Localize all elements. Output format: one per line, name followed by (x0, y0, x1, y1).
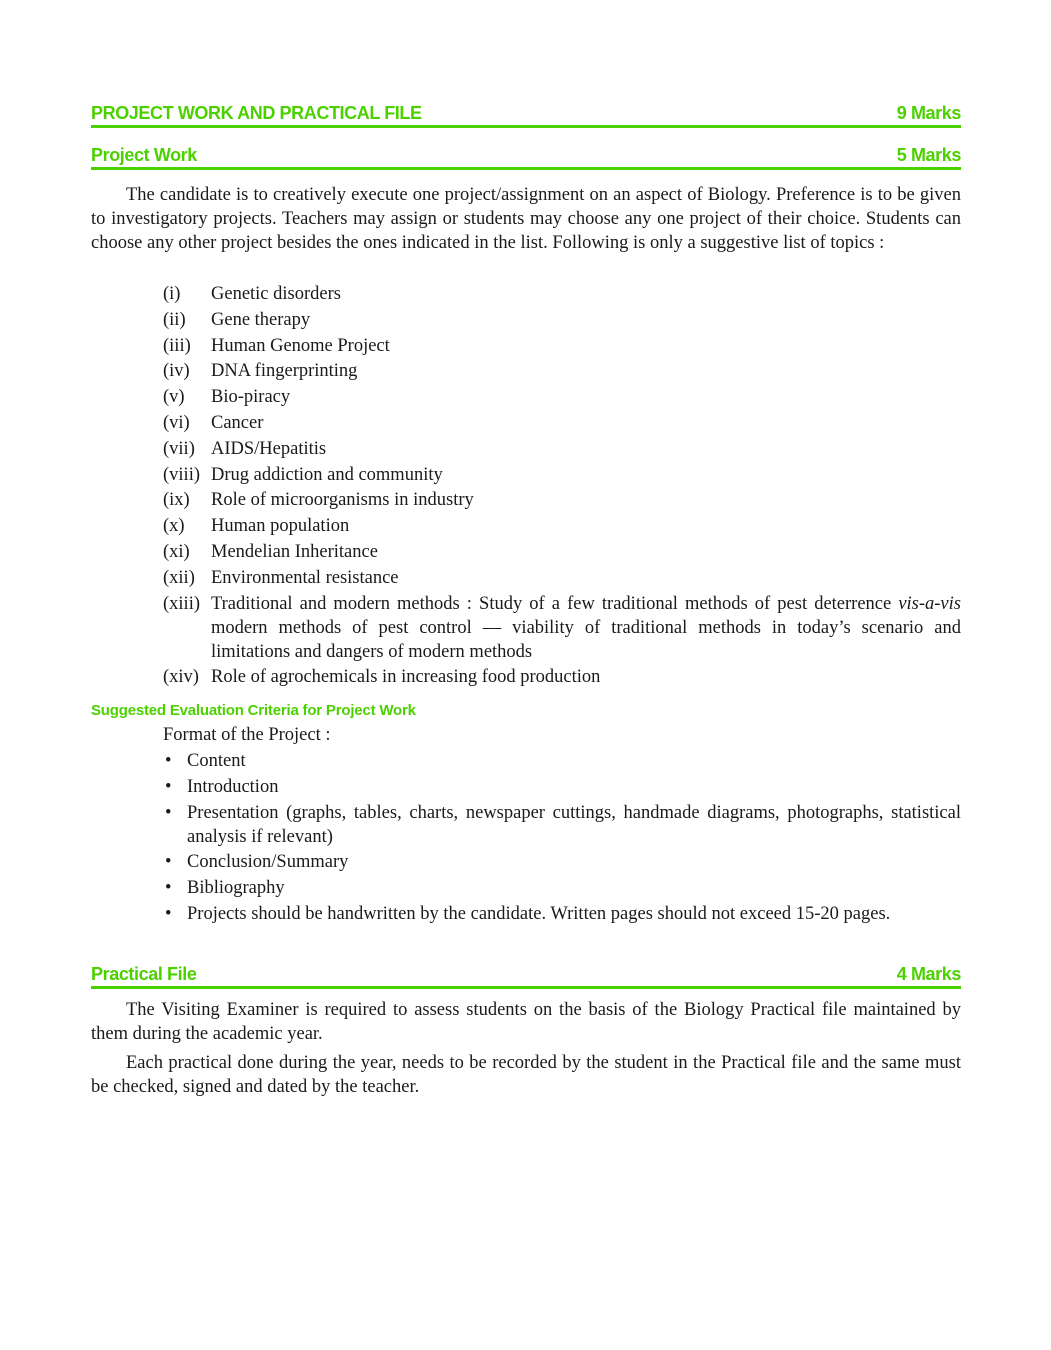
section-title: PROJECT WORK AND PRACTICAL FILE (91, 103, 422, 123)
practical-paragraph-1: The Visiting Examiner is required to assess students on the basis of the Biology Practical file maintained by them during the academic year. (91, 1000, 961, 1044)
section-header-practical-file (91, 964, 961, 989)
bullet-icon: • (165, 878, 172, 899)
bullet-icon: • (165, 852, 172, 873)
project-intro-paragraph: The candidate is to creatively execute one project/assignment on an aspect of Biology. Preference is to be given to investigatory projects. Teachers may assign or students may choose any one project of their choice. Students can choose any other project besides the ones indicated in the list. Following is only a suggestive list of topics : (91, 185, 961, 253)
list-item: (xiv) Role of agrochemicals in increasing food production (163, 667, 601, 688)
list-item: (ix) Role of microorganisms in industry (163, 490, 474, 511)
bullet-icon: • (165, 776, 172, 797)
bullet-item: • Conclusion/Summary (165, 852, 349, 873)
format-label: Format of the Project : (163, 725, 331, 745)
section-marks: 5 Marks (896, 145, 961, 165)
section-marks: 4 Marks (896, 964, 961, 984)
list-item: (i) Genetic disorders (163, 284, 341, 304)
bullet-item: • Projects should be handwritten by the candidate. Written pages should not exceed 15-20 pages. (165, 903, 891, 924)
list-item: (xiii) Traditional and modern methods : Study of a few traditional methods of pest deterrence vis-a-vis modern methods of pest control — viability of traditional methods in today’s scenario and limitations and dangers of modern methods (163, 593, 961, 662)
list-item: (iii) Human Genome Project (163, 335, 390, 356)
list-item: (xi) Mendelian Inheritance (163, 541, 378, 562)
section-header-project-work (91, 145, 961, 170)
section-header-main (91, 103, 961, 128)
list-item: (iv) DNA fingerprinting (163, 361, 358, 382)
list-item: (xii) Environmental resistance (163, 567, 399, 588)
bullet-item: • Introduction (165, 776, 279, 797)
bullet-item: • Bibliography (165, 878, 285, 899)
practical-paragraph-2: Each practical done during the year, needs to be recorded by the student in the Practical file and the same must be checked, signed and dated by the teacher. (91, 1053, 961, 1097)
section-title: Practical File (91, 964, 197, 984)
list-item: (vi) Cancer (163, 412, 264, 433)
section-marks: 9 Marks (896, 103, 961, 123)
list-item: (ii) Gene therapy (163, 309, 311, 330)
evaluation-criteria-heading: Suggested Evaluation Criteria for Project Work (91, 702, 416, 719)
bullet-icon: • (165, 802, 172, 823)
italic-term: vis-a-vis (898, 593, 961, 614)
list-item: (vii) AIDS/Hepatitis (163, 438, 327, 459)
bullet-item: • Presentation (graphs, tables, charts, newspaper cuttings, handmade diagrams, photographs, statistical analysis if relevant) (165, 802, 961, 847)
bullet-item: • Content (165, 751, 246, 771)
list-item: (v) Bio-piracy (163, 387, 291, 408)
topics-list (163, 282, 961, 691)
bullet-icon: • (165, 903, 172, 924)
bullet-icon: • (165, 751, 172, 771)
section-title: Project Work (91, 145, 197, 165)
list-item: (x) Human population (163, 516, 350, 537)
list-item: (viii) Drug addiction and community (163, 464, 443, 485)
evaluation-bullets (163, 749, 961, 928)
